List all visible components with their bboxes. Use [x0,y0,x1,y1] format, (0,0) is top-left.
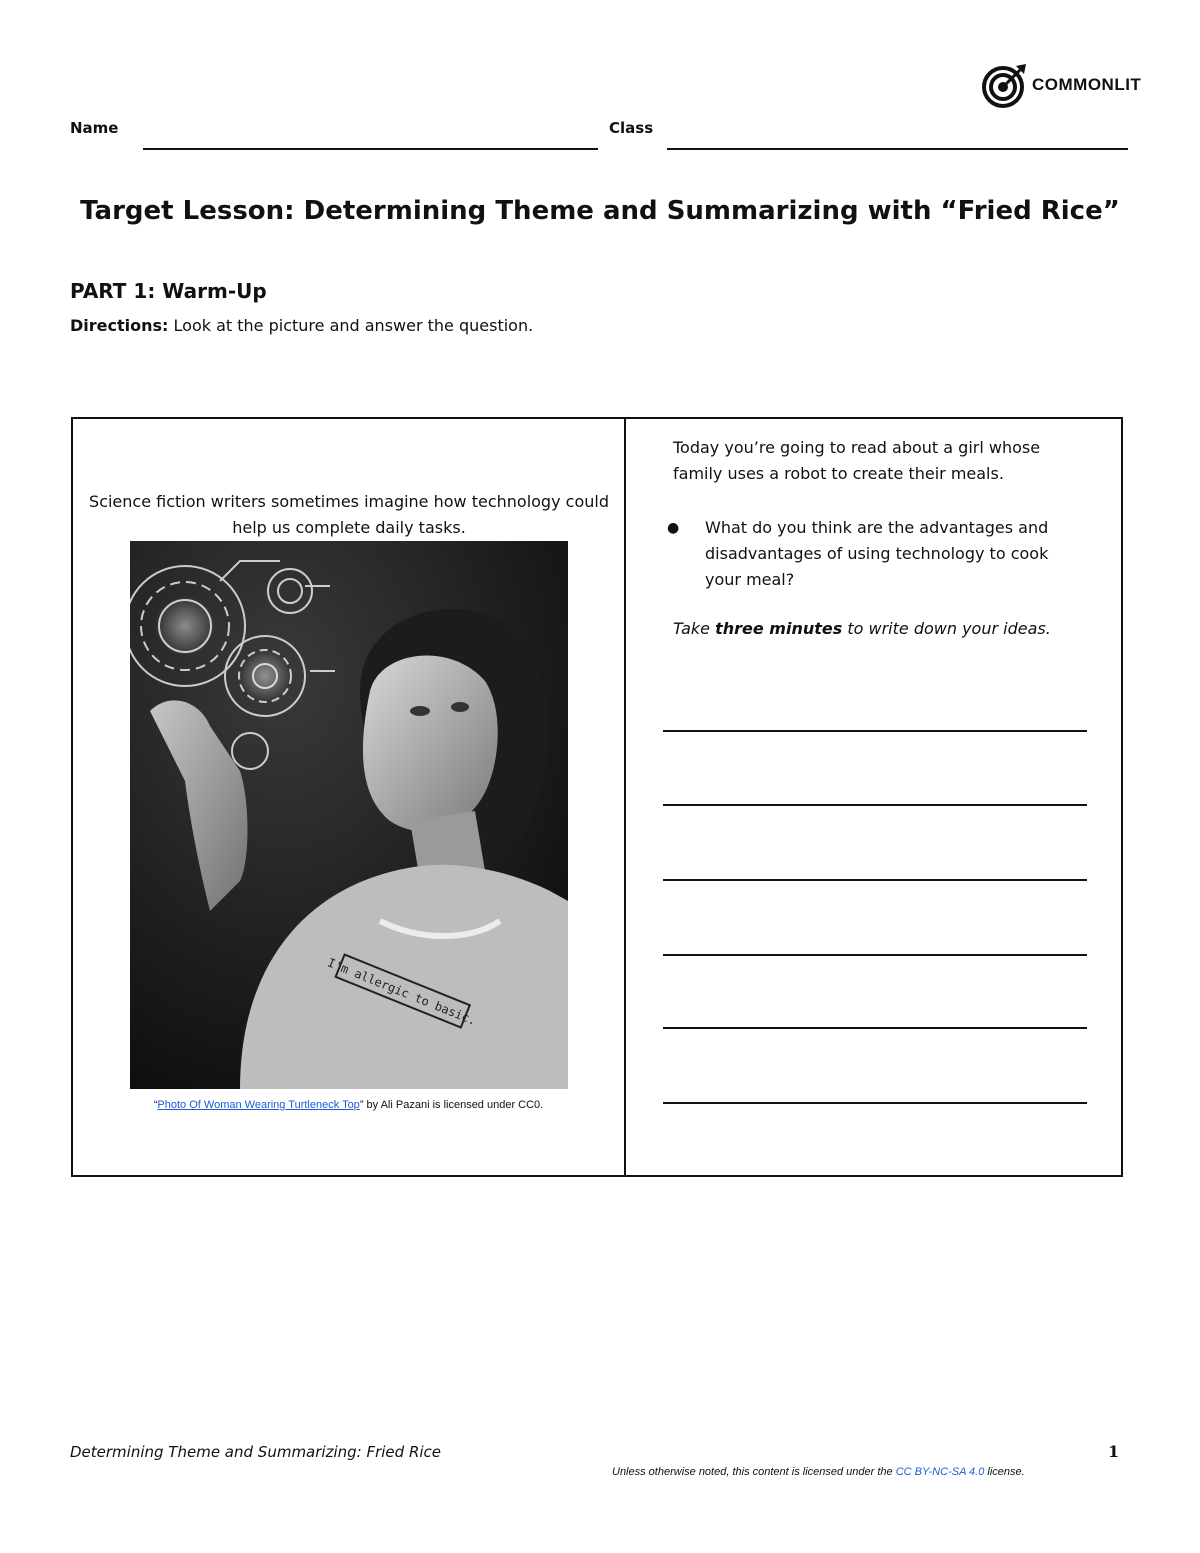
part-heading: PART 1: Warm-Up [70,279,267,303]
page-number: 1 [1108,1442,1120,1461]
answer-line-5[interactable] [663,1027,1087,1029]
shirt-text: I'm allergic to basic. [325,955,479,1029]
credit-rest: ” by Ali Pazani is licensed under CC0. [359,1099,544,1111]
license-post: license. [984,1466,1025,1478]
license-pre: Unless otherwise noted, this content is licensed under the [612,1466,896,1478]
footer-title: Determining Theme and Summarizing: Fried Rice [70,1443,442,1461]
target-icon [982,62,1028,108]
answer-line-2[interactable] [663,804,1087,806]
directions-text: Look at the picture and answer the question. [168,316,534,335]
directions [70,316,533,335]
bullet-icon: ● [667,520,680,536]
instruction-post: to write down your ideas. [842,619,1051,638]
logo-text: COMMONLIT [1032,75,1142,94]
image-caption: Science fiction writers sometimes imagine how technology could help us complete daily tasks. [89,492,609,537]
credit-link[interactable]: Photo Of Woman Wearing Turtleneck Top [157,1099,360,1111]
commonlit-logo [982,62,1141,108]
answer-line-4[interactable] [663,954,1087,956]
question-bullet [663,515,1083,593]
table-divider [624,419,626,1175]
answer-line-6[interactable] [663,1102,1087,1104]
name-field-line[interactable] [143,148,598,150]
license-notice [612,1466,1025,1478]
answer-line-1[interactable] [663,730,1087,732]
warm-up-table [71,417,1123,1177]
name-label: Name [70,119,119,137]
license-link[interactable]: CC BY-NC-SA 4.0 [895,1466,985,1478]
class-field-line[interactable] [667,148,1128,150]
woman-hologram-photo [130,541,568,1089]
instruction-pre: Take [673,619,716,638]
directions-label: Directions: [70,316,169,335]
instruction-bold: three minutes [715,619,843,638]
question-text: What do you think are the advantages and disadvantages of using technology to cook your meal? [705,518,1049,589]
reading-intro: Today you’re going to read about a girl whose family uses a robot to create their meals. [673,438,1041,483]
class-label: Class [609,119,654,137]
page-title: Target Lesson: Determining Theme and Summarizing with “Fried Rice” [80,196,1120,226]
credit-open: “ [153,1099,158,1111]
time-instruction [673,619,1093,638]
photo-credit [73,1099,624,1111]
answer-line-3[interactable] [663,879,1087,881]
